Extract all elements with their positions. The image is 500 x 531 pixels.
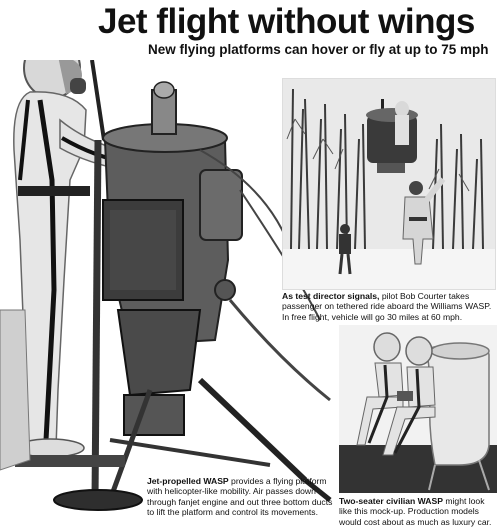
caption-seater-body: might look like this mock-up. Production models would cost about as much as luxury car. [339,496,492,527]
caption-test-body: pilot Bob Courter takes passenger on tethered ride aboard the Williams WASP. In free flight, vehicle will go 30 miles at 60 mph. [282,291,492,322]
two-seater-photo [339,325,497,493]
caption-test-director [282,291,496,322]
test-flight-photo [282,78,496,290]
caption-test-lead: As test director signals, [282,291,380,301]
caption-two-seater [339,496,499,527]
subheadline: New flying platforms can hover or fly at up to 75 mph [148,42,489,57]
caption-wasp-body: provides a flying platform with helicopter-like mobility. Air passes down through fanjet engine and out three bottom ducts to lift the platform and control its movements. [147,476,333,518]
headline: Jet flight without wings [98,2,475,41]
caption-jet-wasp [147,476,337,518]
caption-seater-lead: Two-seater civilian WASP [339,496,443,506]
caption-wasp-lead: Jet-propelled WASP [147,476,229,486]
